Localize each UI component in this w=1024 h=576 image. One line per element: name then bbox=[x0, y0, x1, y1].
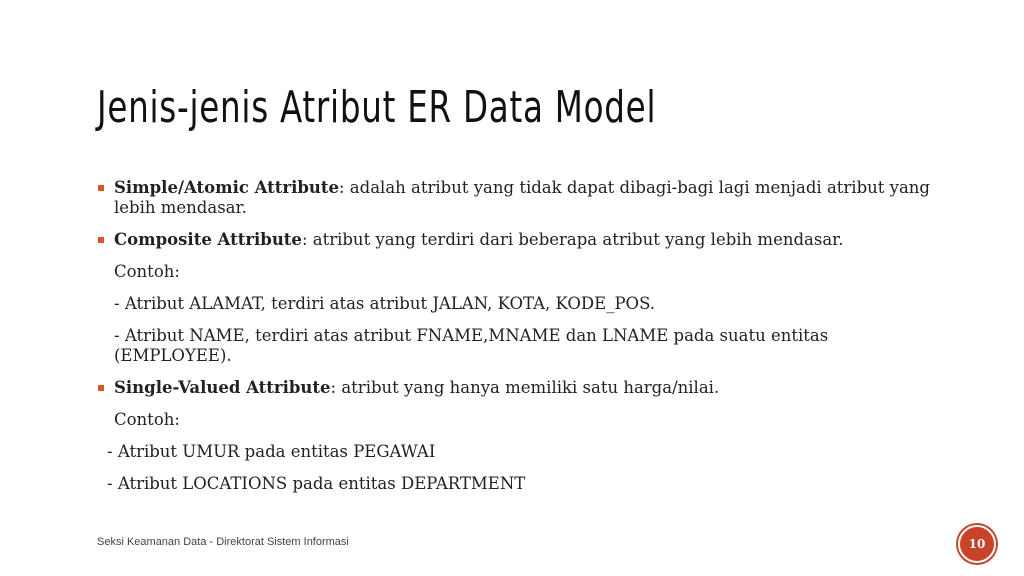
term-label: Composite Attribute bbox=[114, 230, 302, 249]
term-label: Simple/Atomic Attribute bbox=[114, 178, 339, 197]
page-number-badge: 10 bbox=[958, 525, 996, 563]
example-line: - Atribut NAME, terdiri atas atribut FNAME,MNAME dan LNAME pada suatu entitas (EMPLOYEE). bbox=[114, 326, 829, 365]
example-heading: Contoh: bbox=[114, 262, 180, 281]
term-description: : adalah atribut yang tidak dapat dibagi-bagi lagi menjadi atribut yang lebih mendasar. bbox=[114, 178, 930, 217]
example-heading: Contoh: bbox=[114, 410, 180, 429]
bullet-item-single-valued bbox=[97, 378, 937, 398]
example-line: - Atribut ALAMAT, terdiri atas atribut JALAN, KOTA, KODE_POS. bbox=[114, 294, 656, 313]
slide-content bbox=[97, 178, 937, 506]
bullet-item-composite bbox=[97, 230, 937, 250]
slide-title: Jenis-jenis Atribut ER Data Model bbox=[97, 82, 657, 133]
term-description: : atribut yang terdiri dari beberapa atribut yang lebih mendasar. bbox=[301, 230, 844, 249]
term-label: Single-Valued Attribute bbox=[114, 378, 331, 397]
slide-footer: Seksi Keamanan Data - Direktorat Sistem Informasi bbox=[97, 536, 349, 548]
example-line: - Atribut UMUR pada entitas PEGAWAI bbox=[107, 442, 436, 461]
bullet-item-simple-atomic bbox=[97, 178, 937, 218]
example-line: - Atribut LOCATIONS pada entitas DEPARTMENT bbox=[107, 474, 526, 493]
term-description: : atribut yang hanya memiliki satu harga/nilai. bbox=[330, 378, 720, 397]
